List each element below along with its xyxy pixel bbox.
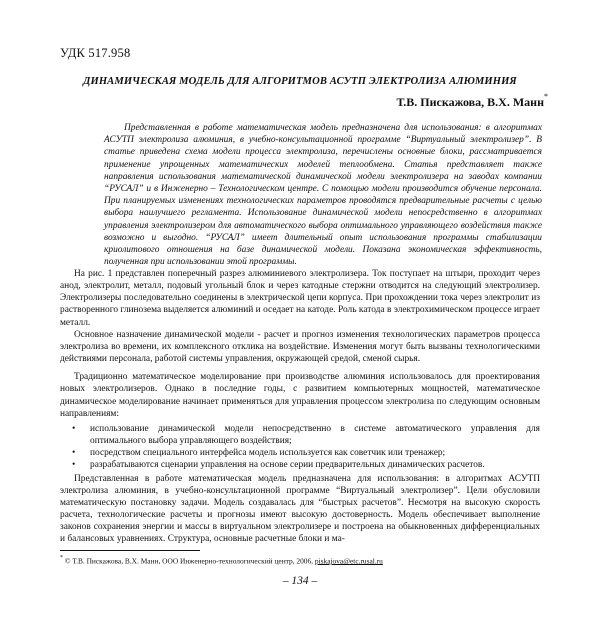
authors-names: Т.В. Пискажова, В.Х. Манн [396,95,544,109]
udk-code: УДК 517.958 [60,46,131,60]
list-item [60,459,540,471]
abstract: Представленная в работе математическая модель предназначена для использования: в алгоритмах АСУТП электролиза алюминия, в учебно-консультационной программе “Виртуальный электролизер”. В статье приведена схема модели процесса электролиза, перечислены основные блоки, рассматривается применение упрощенных математических моделей теплообмена. Статья представляет также направления использования математической динамической модели электролизера на заводах компании “РУСАЛ” и в Инженерно – Технологическом центре. С помощью модели производится обучение персонала. При планируемых изменениях технологических параметров проводятся предварительные расчеты с целью выбора наилучшего регламента. Использование динамической модели непосредственно в алгоритмах управления электролизером для автоматического выбора оптимального управляющего воздействия также возможно и выгодно. “РУСАЛ” имеет длительный опыт использования программы стабилизации криолитового отношения на базе динамической модели. Показана экономическая эффективность, полученная при использовании этой программы. [104,123,542,268]
directions-list [60,423,540,472]
article-authors [396,94,548,110]
list-item-text: разрабатываются сценарии управления на основе серии предварительных динамических расчетов. [90,460,485,471]
list-item-text: использование динамической модели непосредственно в системе автоматического управления для оптимального выбора управляющего воздействия; [90,423,540,447]
authors-footnote-mark: * [544,92,548,101]
page-number: – 134 – [282,575,318,587]
footnote [60,556,540,565]
body-paragraph-1: На рис. 1 представлен поперечный разрез алюминиевого электролизера. Ток поступает на штыри, проходит через анод, электролит, металл, подовый угольный блок и через катодные стержни отводится на следующий электролизер. Электролизеры последовательно соединены в электрической цепи корпуса. При прохождении тока через электролит из растворенного глинозема выделяется алюминий и оседает на катоде. Роль катода в электрохимическом процессе играет металл. [60,269,540,328]
body-paragraph-3: Традиционно математическое моделирование при производстве алюминия использовалось для проектирования новых электролизеров. Однако в последние годы, с развитием компьютерных мощностей, математическое динамическое моделирование начинает применяться для управления процессом электролиза по следующим основным направлениям: [60,372,540,419]
bullet-icon: • [72,448,76,459]
list-item [60,447,540,459]
footnote-mark: * [60,555,63,561]
body-paragraph-2: Основное назначение динамической модели - расчет и прогноз изменения технологических параметров процесса электролиза во времени, их комплексного отклика на воздействие. Изменения могут быть вызваны технологическими действиями персонала, работой системы управления, окружающей средой, сменой сырья. [60,329,540,365]
footnote-divider [60,550,200,551]
bullet-icon: • [72,460,76,471]
list-item [60,423,540,447]
bullet-icon: • [72,423,76,434]
article-title: ДИНАМИЧЕСКАЯ МОДЕЛЬ ДЛЯ АЛГОРИТМОВ АСУТП ЭЛЕКТРОЛИЗА АЛЮМИНИЯ [83,76,517,87]
body-paragraph-4: Представленная в работе математическая модель предназначена для использования: в алгоритмах АСУТП электролиза алюминия, в учебно-консультационной программе “Виртуальный электролизер”. Цели обусловили математическую постановку задачи. Модель создавалась для “быстрых расчетов”. Несмотря на высокую скорость расчета, технологические расчеты и прогнозы имеют высокую достоверность. Модель обеспечивает выполнение законов сохранения энергии и массы в виртуальном электролизере и построена на обыкновенных дифференциальных и балансовых уравнениях. Структура, основные расчетные блоки и ма- [60,473,540,545]
footnote-email-link[interactable]: piskajova@etc.rusal.ru [314,556,383,566]
article-body [60,268,540,545]
list-item-text: посредством специального интерфейса модель используется как советчик или тренажер; [90,448,446,459]
footnote-text: © Т.В. Пискажова, В.Х. Манн, ООО Инженерно-технологический центр, 2006, [64,556,314,566]
